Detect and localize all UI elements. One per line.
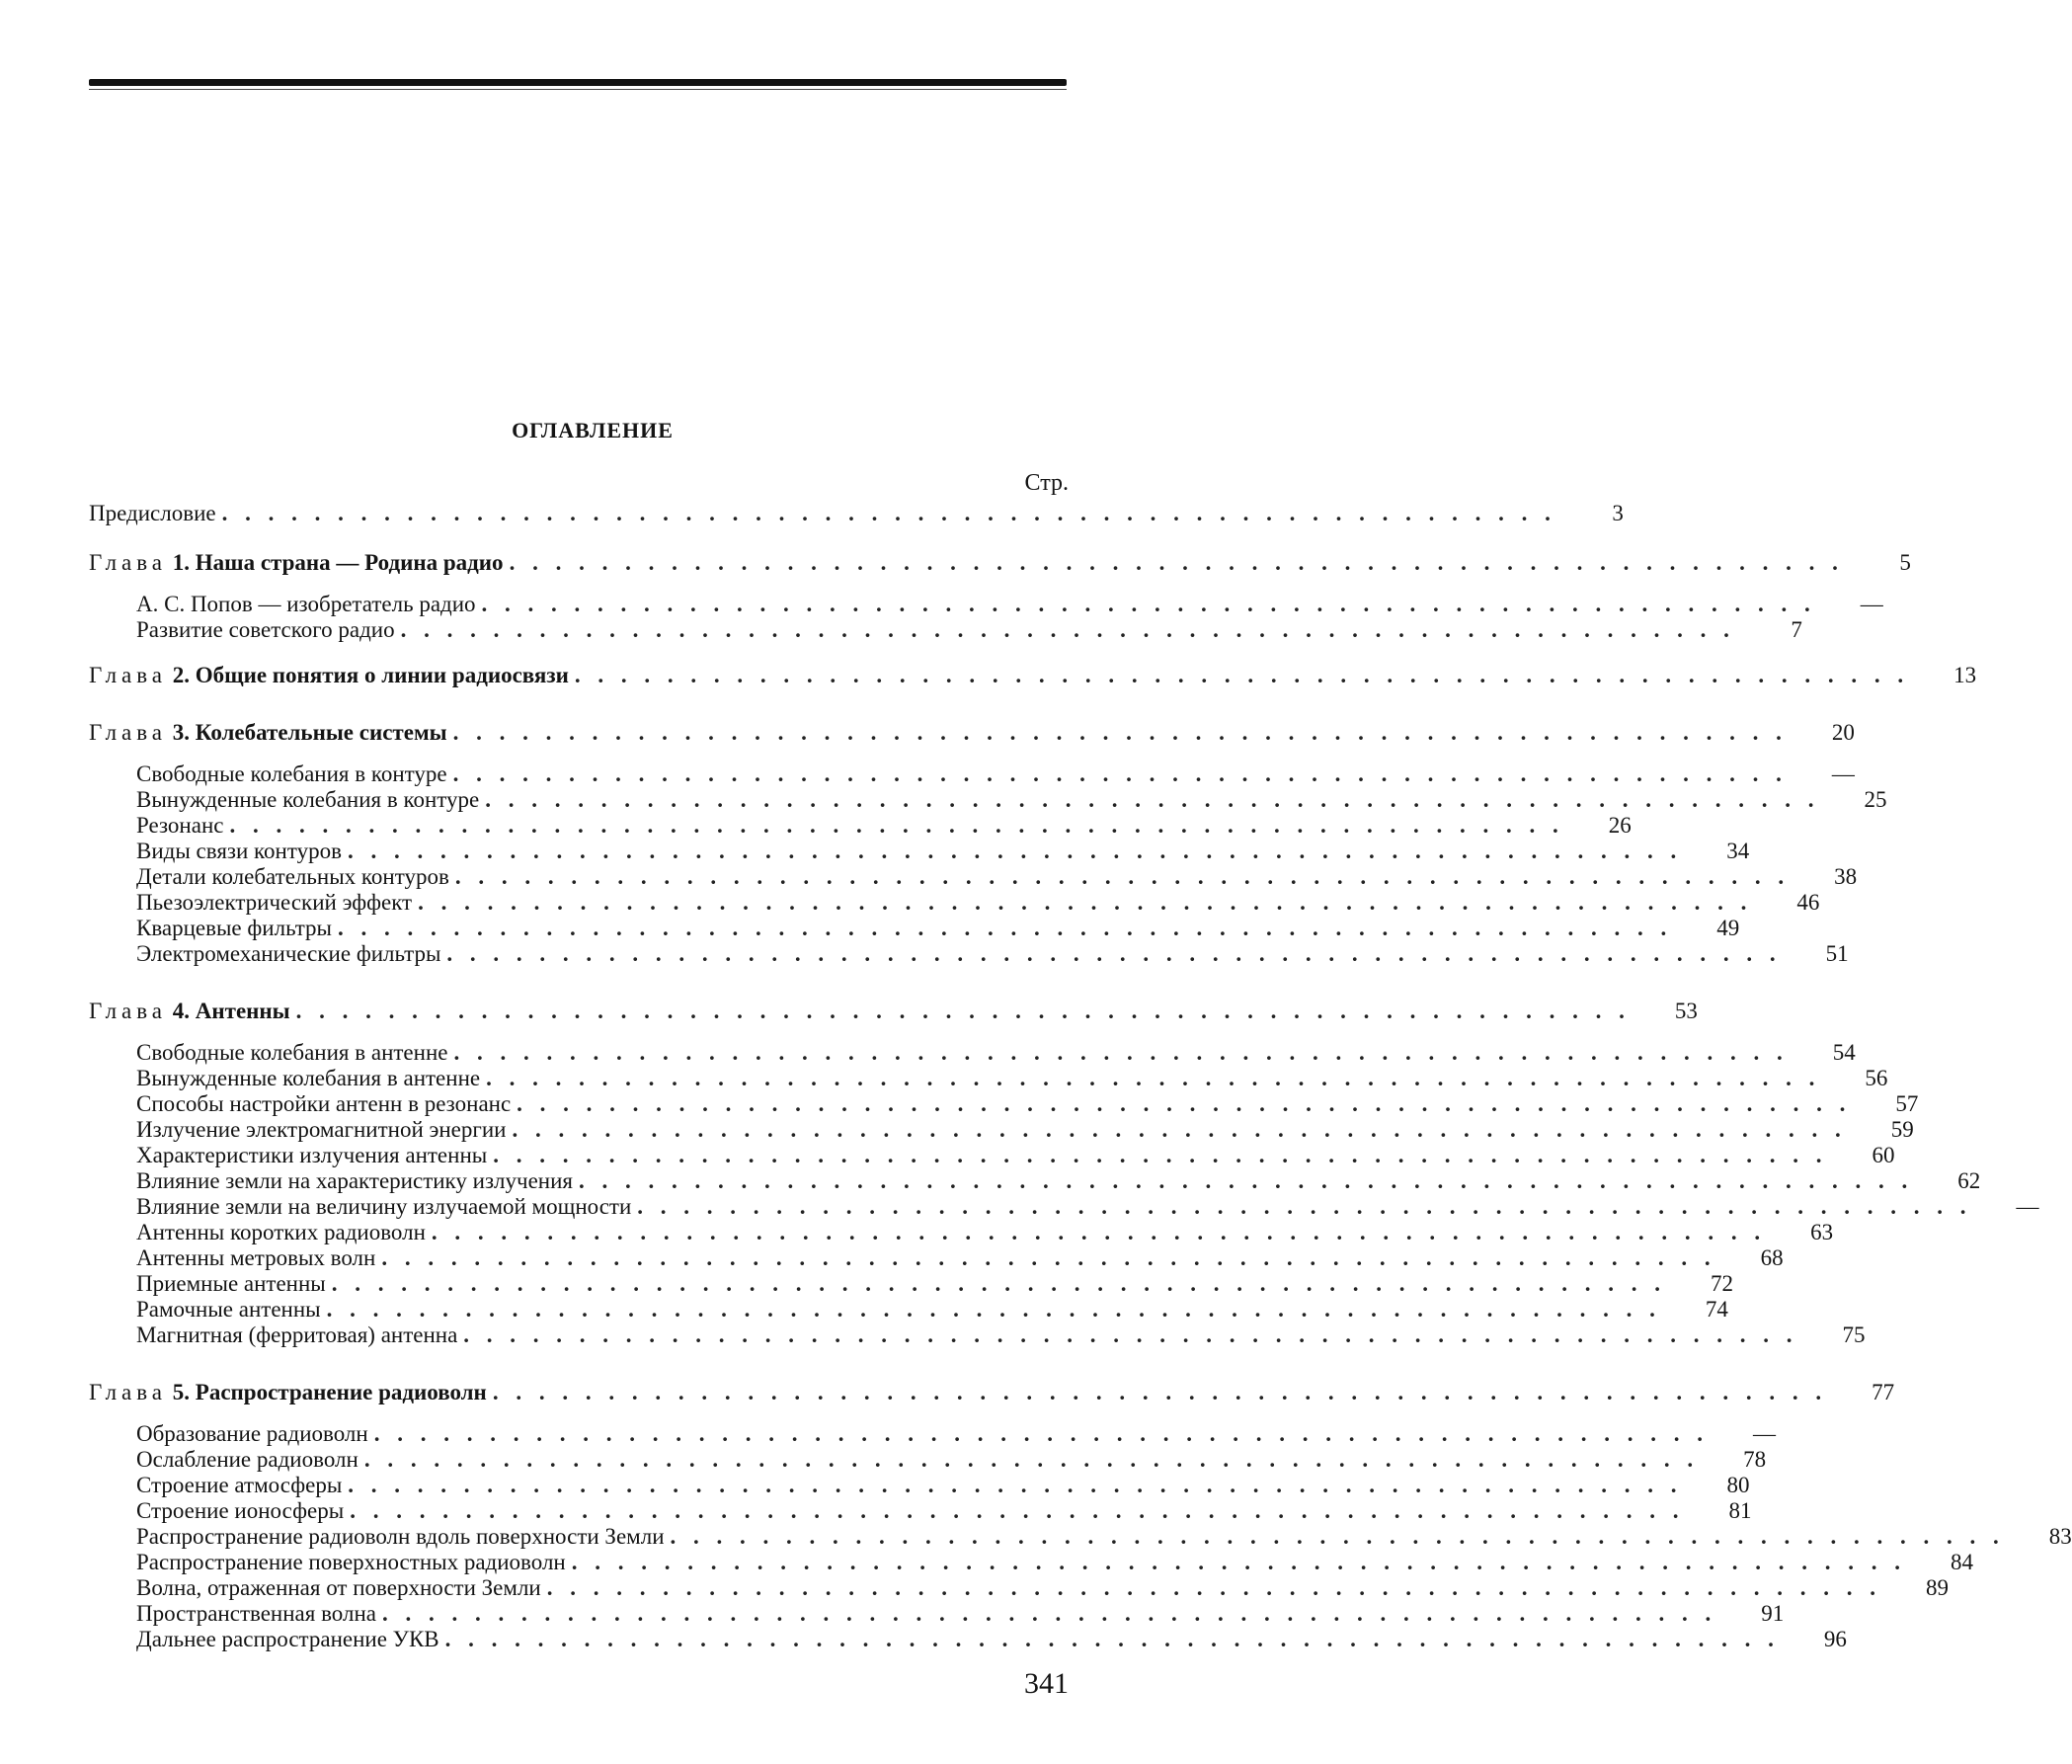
section-entry[interactable] <box>0 1244 1185 1272</box>
entry-page-number: 3 <box>1562 500 1624 527</box>
entry-title: Влияние земли на величину излучаемой мощности <box>136 1193 631 1221</box>
section-entry[interactable] <box>0 863 1185 891</box>
entry-page-number: 84 <box>1912 1549 1973 1576</box>
entry-title: Свободные колебания в антенне <box>136 1039 447 1067</box>
chapter-title <box>89 549 504 577</box>
page-column-label: Стр. <box>1007 470 1069 497</box>
entry-title: Свободные колебания в контуре <box>136 761 447 788</box>
dot-leader: . . . . . . . . . . . . . . . . . . . . . . . . . . . . . . . . . . . . . . . . . . . . . . . . . . . . . . . . . . <box>445 1626 1780 1653</box>
dot-leader: . . . . . . . . . . . . . . . . . . . . . . . . . . . . . . . . . . . . . . . . . . . . . . . . . . . . . . . . . . <box>229 812 1563 840</box>
dot-leader: . . . . . . . . . . . . . . . . . . . . . . . . . . . . . . . . . . . . . . . . . . . . . . . . . . . . . . . . . . <box>382 1600 1716 1628</box>
entry-title: Способы настройки антенн в резонанс <box>136 1090 511 1118</box>
section-entry[interactable] <box>0 1549 1185 1576</box>
entry-title: Приемные антенны <box>136 1270 326 1298</box>
entry-page-number: 20 <box>1793 719 1855 747</box>
page-number: 341 <box>1007 1667 1069 1701</box>
dot-leader: . . . . . . . . . . . . . . . . . . . . . . . . . . . . . . . . . . . . . . . . . . . . . . . . . . . . . . . . . . <box>296 998 1631 1025</box>
entry-page-number: 57 <box>1857 1090 1918 1118</box>
entry-title: Антенны коротких радиоволн <box>136 1219 426 1246</box>
chapter-prefix: Глава <box>89 663 167 687</box>
entry-page-number: 63 <box>1772 1219 1833 1246</box>
page-title: ОГЛАВЛЕНИЕ <box>0 418 1185 443</box>
section-entry[interactable] <box>0 915 1185 942</box>
preface-entry[interactable] <box>0 500 1185 527</box>
entry-title: Строение ионосферы <box>136 1497 344 1525</box>
entry-title: Влияние земли на характеристику излучения <box>136 1167 573 1195</box>
dot-leader: . . . . . . . . . . . . . . . . . . . . . . . . . . . . . . . . . . . . . . . . . . . . . . . . . . . . . . . . . . <box>510 549 1844 577</box>
section-entry[interactable] <box>0 889 1185 917</box>
entry-title: Ослабление радиоволн <box>136 1446 359 1474</box>
entry-page-number: 26 <box>1570 812 1632 840</box>
entry-title: Строение атмосферы <box>136 1472 342 1499</box>
dot-leader: . . . . . . . . . . . . . . . . . . . . . . . . . . . . . . . . . . . . . . . . . . . . . . . . . . . . . . . . . . <box>401 616 1735 644</box>
entry-page-number: 96 <box>1786 1626 1847 1653</box>
section-entry[interactable] <box>0 1039 1185 1067</box>
dot-leader: . . . . . . . . . . . . . . . . . . . . . . . . . . . . . . . . . . . . . . . . . . . . . . . . . . . . . . . . . . <box>579 1167 1913 1195</box>
entry-page-number: 60 <box>1833 1142 1894 1169</box>
chapter-entry[interactable] <box>0 719 1185 747</box>
entry-page-number: 91 <box>1722 1600 1784 1628</box>
entry-page-number: — <box>1793 761 1855 788</box>
dot-leader: . . . . . . . . . . . . . . . . . . . . . . . . . . . . . . . . . . . . . . . . . . . . . . . . . . . . . . . . . . <box>338 915 1672 942</box>
entry-title: Антенны метровых волн <box>136 1244 375 1272</box>
dot-leader: . . . . . . . . . . . . . . . . . . . . . . . . . . . . . . . . . . . . . . . . . . . . . . . . . . . . . . . . . . <box>482 591 1816 618</box>
entry-title: Резонанс <box>136 812 223 840</box>
section-entry[interactable] <box>0 1322 1185 1349</box>
entry-title: Распространение поверхностных радиоволн <box>136 1549 566 1576</box>
entry-page-number: 89 <box>1887 1574 1949 1602</box>
dot-leader: . . . . . . . . . . . . . . . . . . . . . . . . . . . . . . . . . . . . . . . . . . . . . . . . . . . . . . . . . . <box>512 1116 1846 1144</box>
chapter-prefix: Глава <box>89 550 167 575</box>
entry-page-number: 34 <box>1688 838 1749 865</box>
section-entry[interactable] <box>0 1270 1185 1298</box>
entry-page-number: 68 <box>1722 1244 1784 1272</box>
section-entry[interactable] <box>0 1090 1185 1118</box>
dot-leader: . . . . . . . . . . . . . . . . . . . . . . . . . . . . . . . . . . . . . . . . . . . . . . . . . . . . . . . . . . <box>493 1379 1827 1406</box>
entry-title: Предисловие <box>89 500 216 527</box>
section-entry[interactable] <box>0 1142 1185 1169</box>
dot-leader: . . . . . . . . . . . . . . . . . . . . . . . . . . . . . . . . . . . . . . . . . . . . . . . . . . . . . . . . . . <box>327 1296 1661 1323</box>
dot-leader: . . . . . . . . . . . . . . . . . . . . . . . . . . . . . . . . . . . . . . . . . . . . . . . . . . . . . . . . . . <box>418 889 1752 917</box>
section-entry[interactable] <box>0 1420 1185 1448</box>
dot-leader: . . . . . . . . . . . . . . . . . . . . . . . . . . . . . . . . . . . . . . . . . . . . . . . . . . . . . . . . . . <box>453 1039 1788 1067</box>
entry-page-number: 72 <box>1672 1270 1733 1298</box>
entry-page-number: 74 <box>1667 1296 1728 1323</box>
entry-title: Вынужденные колебания в контуре <box>136 786 479 814</box>
dot-leader: . . . . . . . . . . . . . . . . . . . . . . . . . . . . . . . . . . . . . . . . . . . . . . . . . . . . . . . . . . <box>332 1270 1666 1298</box>
entry-title: Электромеханические фильтры <box>136 940 440 968</box>
chapter-entry[interactable] <box>0 549 1185 577</box>
section-entry[interactable] <box>0 1167 1185 1195</box>
dot-leader: . . . . . . . . . . . . . . . . . . . . . . . . . . . . . . . . . . . . . . . . . . . . . . . . . . . . . . . . . . <box>455 863 1790 891</box>
section-entry[interactable] <box>0 1296 1185 1323</box>
section-entry[interactable] <box>0 1193 1185 1221</box>
chapter-prefix: Глава <box>89 1380 167 1404</box>
chapter-label: 5. Распространение радиоволн <box>173 1380 487 1404</box>
entry-page-number: 59 <box>1853 1116 1914 1144</box>
entry-page-number: 7 <box>1741 616 1802 644</box>
entry-page-number: 54 <box>1794 1039 1856 1067</box>
dot-leader: . . . . . . . . . . . . . . . . . . . . . . . . . . . . . . . . . . . . . . . . . . . . . . . . . . . . . . . . . . <box>350 1497 1684 1525</box>
top-rule-thin <box>89 89 1067 90</box>
dot-leader: . . . . . . . . . . . . . . . . . . . . . . . . . . . . . . . . . . . . . . . . . . . . . . . . . . . . . . . . . . <box>222 500 1556 527</box>
chapter-label: 3. Колебательные системы <box>173 720 447 745</box>
chapter-label: 4. Антенны <box>173 999 290 1023</box>
section-entry[interactable] <box>0 1497 1185 1525</box>
section-entry[interactable] <box>0 616 1185 644</box>
section-entry[interactable] <box>0 1600 1185 1628</box>
dot-leader: . . . . . . . . . . . . . . . . . . . . . . . . . . . . . . . . . . . . . . . . . . . . . . . . . . . . . . . . . . <box>485 786 1819 814</box>
entry-title: Пространственная волна <box>136 1600 376 1628</box>
top-rule <box>89 79 1067 86</box>
entry-title: Характеристики излучения антенны <box>136 1142 487 1169</box>
dot-leader: . . . . . . . . . . . . . . . . . . . . . . . . . . . . . . . . . . . . . . . . . . . . . . . . . . . . . . . . . . <box>517 1090 1851 1118</box>
dot-leader: . . . . . . . . . . . . . . . . . . . . . . . . . . . . . . . . . . . . . . . . . . . . . . . . . . . . . . . . . . <box>453 719 1788 747</box>
section-entry[interactable] <box>0 1065 1185 1092</box>
entry-page-number: 13 <box>1915 662 1976 689</box>
dot-leader: . . . . . . . . . . . . . . . . . . . . . . . . . . . . . . . . . . . . . . . . . . . . . . . . . . . . . . . . . . <box>493 1142 1827 1169</box>
entry-page-number: 25 <box>1826 786 1887 814</box>
section-entry[interactable] <box>0 838 1185 865</box>
entry-title: Образование радиоволн <box>136 1420 368 1448</box>
chapter-title <box>89 998 290 1025</box>
entry-page-number: 77 <box>1833 1379 1894 1406</box>
entry-title: Кварцевые фильтры <box>136 915 332 942</box>
section-entry[interactable] <box>0 812 1185 840</box>
dot-leader: . . . . . . . . . . . . . . . . . . . . . . . . . . . . . . . . . . . . . . . . . . . . . . . . . . . . . . . . . . <box>453 761 1788 788</box>
entry-page-number: 38 <box>1795 863 1857 891</box>
section-entry[interactable] <box>0 1574 1185 1602</box>
section-entry[interactable] <box>0 1446 1185 1474</box>
entry-page-number: 62 <box>1919 1167 1980 1195</box>
entry-title: Пьезоэлектрический эффект <box>136 889 412 917</box>
chapter-entry[interactable] <box>0 662 1185 689</box>
entry-title: Виды связи контуров <box>136 838 342 865</box>
dot-leader: . . . . . . . . . . . . . . . . . . . . . . . . . . . . . . . . . . . . . . . . . . . . . . . . . . . . . . . . . . <box>547 1574 1881 1602</box>
entry-title: Детали колебательных контуров <box>136 863 449 891</box>
entry-page-number: — <box>1978 1193 2039 1221</box>
entry-title: А. С. Попов — изобретатель радио <box>136 591 476 618</box>
section-entry[interactable] <box>0 761 1185 788</box>
entry-page-number: 81 <box>1690 1497 1751 1525</box>
chapter-entry[interactable] <box>0 998 1185 1025</box>
entry-title: Развитие советского радио <box>136 616 395 644</box>
entry-page-number: 49 <box>1678 915 1739 942</box>
section-entry[interactable] <box>0 1472 1185 1499</box>
dot-leader: . . . . . . . . . . . . . . . . . . . . . . . . . . . . . . . . . . . . . . . . . . . . . . . . . . . . . . . . . . <box>348 1472 1682 1499</box>
chapter-title <box>89 719 447 747</box>
dot-leader: . . . . . . . . . . . . . . . . . . . . . . . . . . . . . . . . . . . . . . . . . . . . . . . . . . . . . . . . . . <box>446 940 1781 968</box>
entry-page-number: 83 <box>2011 1523 2072 1551</box>
entry-title: Распространение радиоволн вдоль поверхности Земли <box>136 1523 665 1551</box>
entry-title: Магнитная (ферритовая) антенна <box>136 1322 457 1349</box>
dot-leader: . . . . . . . . . . . . . . . . . . . . . . . . . . . . . . . . . . . . . . . . . . . . . . . . . . . . . . . . . . <box>575 662 1909 689</box>
section-entry[interactable] <box>0 1116 1185 1144</box>
dot-leader: . . . . . . . . . . . . . . . . . . . . . . . . . . . . . . . . . . . . . . . . . . . . . . . . . . . . . . . . . . <box>671 1523 2005 1551</box>
dot-leader: . . . . . . . . . . . . . . . . . . . . . . . . . . . . . . . . . . . . . . . . . . . . . . . . . . . . . . . . . . <box>637 1193 1971 1221</box>
chapter-prefix: Глава <box>89 999 167 1023</box>
dot-leader: . . . . . . . . . . . . . . . . . . . . . . . . . . . . . . . . . . . . . . . . . . . . . . . . . . . . . . . . . . <box>374 1420 1709 1448</box>
entry-page-number: — <box>1822 591 1883 618</box>
chapter-prefix: Глава <box>89 720 167 745</box>
chapter-title <box>89 662 569 689</box>
entry-title: Волна, отраженная от поверхности Земли <box>136 1574 541 1602</box>
entry-title: Излучение электромагнитной энергии <box>136 1116 506 1144</box>
dot-leader: . . . . . . . . . . . . . . . . . . . . . . . . . . . . . . . . . . . . . . . . . . . . . . . . . . . . . . . . . . <box>463 1322 1797 1349</box>
dot-leader: . . . . . . . . . . . . . . . . . . . . . . . . . . . . . . . . . . . . . . . . . . . . . . . . . . . . . . . . . . <box>432 1219 1766 1246</box>
entry-title: Дальнее распространение УКВ <box>136 1626 439 1653</box>
section-entry[interactable] <box>0 591 1185 618</box>
entry-page-number: 5 <box>1850 549 1911 577</box>
section-entry[interactable] <box>0 1219 1185 1246</box>
chapter-title <box>89 1379 487 1406</box>
section-entry[interactable] <box>0 786 1185 814</box>
dot-leader: . . . . . . . . . . . . . . . . . . . . . . . . . . . . . . . . . . . . . . . . . . . . . . . . . . . . . . . . . . <box>348 838 1682 865</box>
section-entry[interactable] <box>0 940 1185 968</box>
dot-leader: . . . . . . . . . . . . . . . . . . . . . . . . . . . . . . . . . . . . . . . . . . . . . . . . . . . . . . . . . . <box>364 1446 1699 1474</box>
entry-page-number: 80 <box>1689 1472 1750 1499</box>
dot-leader: . . . . . . . . . . . . . . . . . . . . . . . . . . . . . . . . . . . . . . . . . . . . . . . . . . . . . . . . . . <box>572 1549 1906 1576</box>
chapter-entry[interactable] <box>0 1379 1185 1406</box>
book-page <box>0 0 1185 1764</box>
entry-page-number: 56 <box>1826 1065 1887 1092</box>
entry-page-number: 53 <box>1636 998 1698 1025</box>
entry-page-number: 75 <box>1804 1322 1866 1349</box>
chapter-label: 1. Наша страна — Родина радио <box>173 550 504 575</box>
dot-leader: . . . . . . . . . . . . . . . . . . . . . . . . . . . . . . . . . . . . . . . . . . . . . . . . . . . . . . . . . . <box>486 1065 1820 1092</box>
entry-title: Рамочные антенны <box>136 1296 321 1323</box>
section-entry[interactable] <box>0 1626 1185 1653</box>
dot-leader: . . . . . . . . . . . . . . . . . . . . . . . . . . . . . . . . . . . . . . . . . . . . . . . . . . . . . . . . . . <box>381 1244 1715 1272</box>
entry-page-number: 51 <box>1788 940 1849 968</box>
entry-title: Вынужденные колебания в антенне <box>136 1065 480 1092</box>
chapter-label: 2. Общие понятия о линии радиосвязи <box>173 663 569 687</box>
entry-page-number: 46 <box>1758 889 1819 917</box>
entry-page-number: 78 <box>1705 1446 1766 1474</box>
section-entry[interactable] <box>0 1523 1185 1551</box>
entry-page-number: — <box>1714 1420 1776 1448</box>
